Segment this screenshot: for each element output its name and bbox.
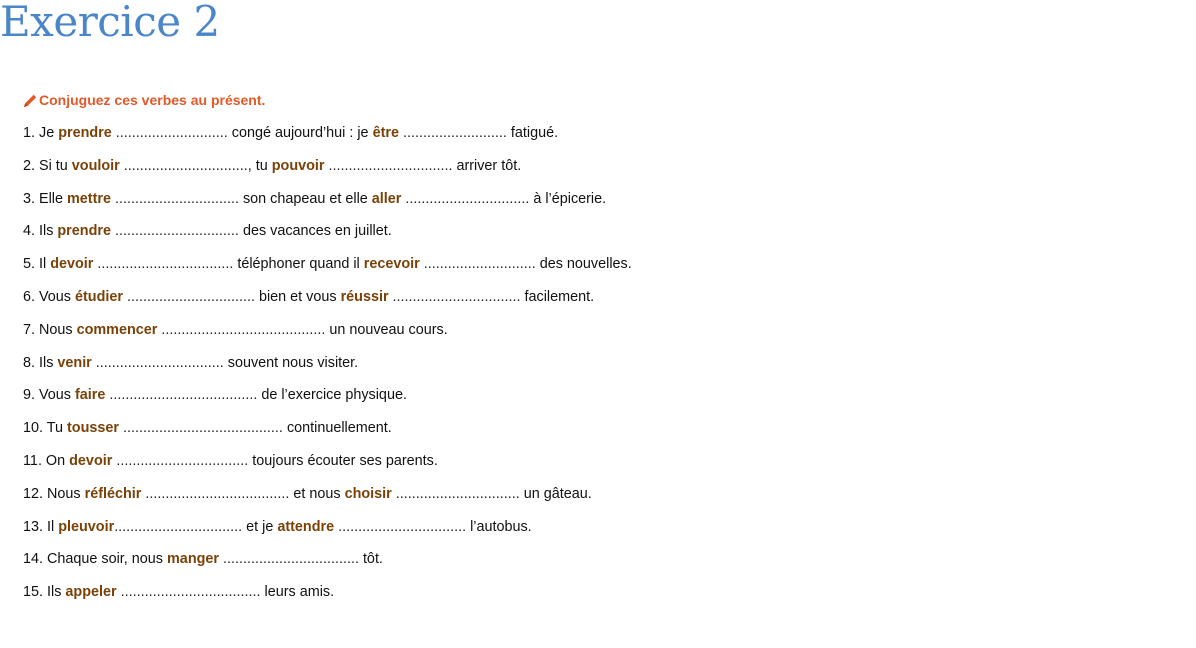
sentence-text: congé aujourd’hui : je [231, 125, 373, 141]
answer-blank[interactable]: ................................ [114, 518, 247, 535]
answer-blank[interactable]: ........................................ [119, 420, 287, 437]
instruction-text: Conjuguez ces verbes au présent. [39, 92, 266, 108]
exercise-item [23, 416, 632, 449]
answer-blank[interactable]: ................................... [116, 584, 265, 601]
answer-blank[interactable]: ............................... [324, 157, 457, 174]
sentence-text: toujours écouter ses parents. [252, 452, 438, 469]
sentence-text: fatigué. [510, 125, 559, 141]
sentence-text: 7. Nous [23, 321, 77, 338]
exercise-list [23, 121, 632, 613]
answer-blank[interactable]: ............................... [401, 190, 534, 207]
verb-infinitive: pouvoir [271, 157, 325, 174]
sentence-text: tôt. [362, 551, 383, 568]
answer-blank[interactable]: ................................ [388, 288, 525, 305]
sentence-text: et je [246, 518, 278, 535]
exercise-item [23, 318, 632, 351]
sentence-text: 12. Nous [23, 485, 85, 502]
sentence-text: facilement. [524, 288, 595, 305]
verb-infinitive: vouloir [71, 157, 120, 174]
exercise-item [23, 351, 632, 384]
verb-infinitive: appeler [65, 584, 117, 601]
sentence-text: 6. Vous [23, 288, 76, 305]
sentence-text: des nouvelles. [539, 256, 632, 273]
sentence-text: continuellement. [286, 420, 392, 437]
sentence-text: 15. Ils [23, 584, 66, 601]
pencil-icon [23, 93, 38, 108]
sentence-text: 8. Ils [23, 354, 58, 371]
answer-blank[interactable]: ............................... [111, 190, 243, 207]
verb-infinitive: devoir [69, 452, 113, 469]
sentence-text: 4. Ils [23, 223, 58, 240]
sentence-text: de l’exercice physique. [261, 387, 407, 404]
sentence-text: 3. Elle [23, 190, 67, 207]
sentence-text: 2. Si tu [23, 157, 72, 174]
exercise-item [23, 515, 632, 548]
verb-infinitive: commencer [76, 321, 158, 338]
exercise-item [23, 121, 632, 154]
exercise-item [23, 154, 632, 187]
verb-infinitive: étudier [75, 288, 123, 305]
sentence-text: arriver tôt. [456, 157, 522, 174]
sentence-text: l’autobus. [470, 518, 532, 535]
sentence-text: un gâteau. [523, 485, 592, 502]
verb-infinitive: venir [57, 354, 92, 371]
sentence-text: un nouveau cours. [329, 321, 448, 338]
answer-blank[interactable]: ............................ [419, 256, 540, 273]
answer-blank[interactable]: .................................... [141, 485, 294, 502]
exercise-item [23, 219, 632, 252]
sentence-text: 14. Chaque soir, nous [23, 551, 168, 568]
instruction [23, 91, 265, 109]
sentence-text: 11. On [23, 452, 70, 469]
verb-infinitive: prendre [57, 223, 111, 240]
verb-infinitive: pleuvoir [58, 518, 115, 535]
answer-blank[interactable]: ......................................... [157, 321, 330, 338]
answer-blank[interactable]: ................................. [112, 452, 253, 469]
answer-blank[interactable]: .................................. [93, 256, 238, 273]
answer-blank[interactable]: ..................................... [105, 387, 262, 404]
verb-infinitive: tousser [67, 420, 119, 437]
sentence-text: à l’épicerie. [533, 190, 607, 207]
answer-blank[interactable]: ................................ [91, 354, 228, 371]
sentence-text: des vacances en juillet. [242, 223, 392, 240]
verb-infinitive: prendre [58, 125, 112, 141]
exercise-item [23, 547, 632, 580]
verb-infinitive: mettre [67, 190, 111, 207]
verb-infinitive: réfléchir [84, 485, 142, 502]
page-title: Exercice 2 [0, 0, 220, 46]
answer-blank[interactable]: ..............................., [119, 157, 256, 174]
exercise-item [23, 252, 632, 285]
sentence-text: 1. Je [23, 125, 59, 141]
sentence-text: et nous [293, 485, 345, 502]
sentence-text: 13. Il [23, 518, 59, 535]
sentence-text: leurs amis. [264, 584, 335, 601]
verb-infinitive: réussir [340, 288, 389, 305]
answer-blank[interactable]: ............................ [111, 125, 232, 141]
verb-infinitive: recevoir [363, 256, 420, 273]
verb-infinitive: devoir [50, 256, 94, 273]
answer-blank[interactable]: ................................ [123, 288, 259, 305]
verb-infinitive: être [372, 125, 399, 141]
sentence-text: téléphoner quand il [237, 256, 364, 273]
exercise-item [23, 187, 632, 220]
verb-infinitive: manger [167, 551, 219, 568]
answer-blank[interactable]: ................................ [334, 518, 471, 535]
sentence-text: bien et vous [258, 288, 341, 305]
answer-blank[interactable]: ............................... [391, 485, 524, 502]
exercise-item [23, 482, 632, 515]
sentence-text: son chapeau et elle [242, 190, 372, 207]
exercise-item [23, 383, 632, 416]
sentence-text: 10. Tu [23, 420, 68, 437]
sentence-text: souvent nous visiter. [227, 354, 359, 371]
sentence-text: tu [255, 157, 272, 174]
sentence-text: 5. Il [23, 256, 51, 273]
verb-infinitive: attendre [277, 518, 335, 535]
sentence-text: 9. Vous [23, 387, 76, 404]
verb-infinitive: aller [371, 190, 402, 207]
answer-blank[interactable]: .......................... [398, 125, 511, 141]
answer-blank[interactable]: ............................... [110, 223, 243, 240]
exercise-item [23, 580, 632, 613]
exercise-item [23, 449, 632, 482]
answer-blank[interactable]: .................................. [219, 551, 363, 568]
verb-infinitive: choisir [344, 485, 392, 502]
exercise-item [23, 285, 632, 318]
verb-infinitive: faire [75, 387, 106, 404]
